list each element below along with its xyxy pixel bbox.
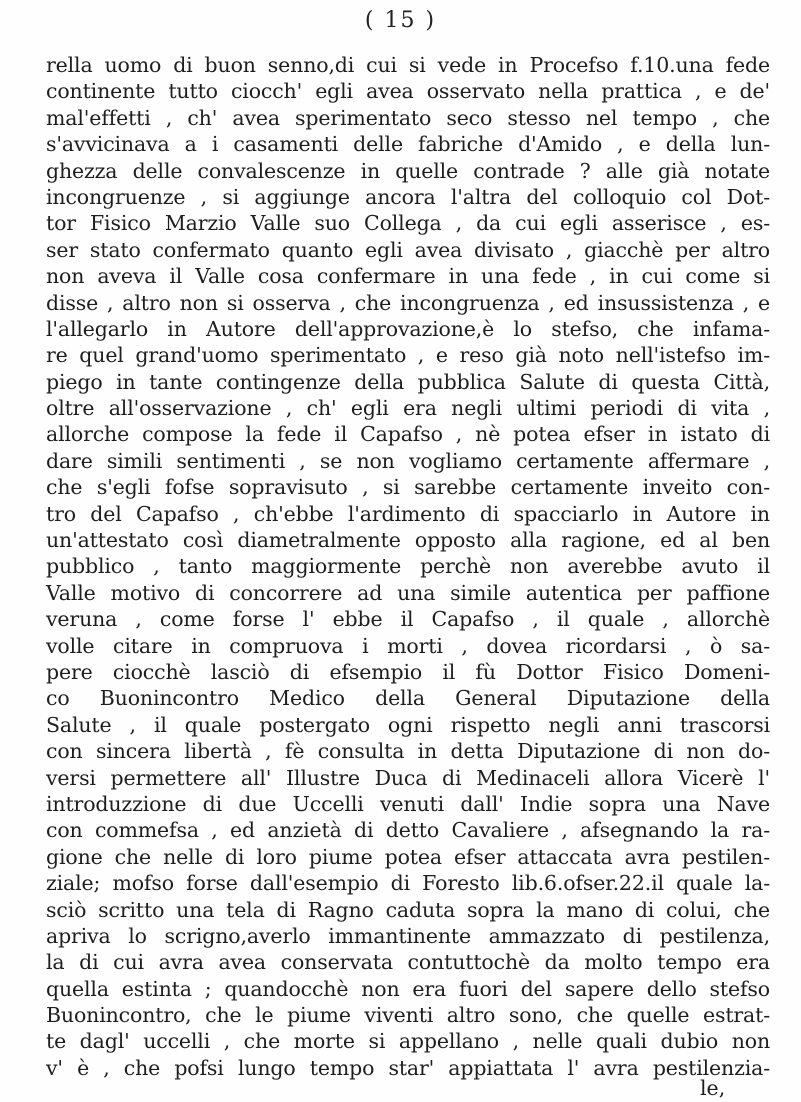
text-line: ghezza delle convalescenze in quelle contrade ? alle già notate — [46, 158, 770, 183]
text-line: Valle motivo di concorrere ad una simile autentica per paffione — [46, 580, 770, 605]
text-line: che s'egli fofse sopravisuto , si sarebbe certamente inveito con- — [46, 475, 770, 500]
text-line: introduzzione di due Uccelli venuti dall' Indie sopra una Nave — [46, 791, 770, 816]
text-line: gione che nelle di loro piume potea efser attaccata avra pestilen- — [46, 844, 770, 869]
text-line: tor Fisico Marzio Valle suo Collega , da cui egli asserisce , es- — [46, 211, 770, 236]
text-line: quella estinta ; quandocchè non era fuori del sapere dello stefso — [46, 976, 770, 1001]
text-line: dare simili sentimenti , se non vogliamo certamente affermare , — [46, 448, 770, 473]
text-line: sciò scritto una tela di Ragno caduta sopra la mano di colui, che — [46, 897, 770, 922]
text-line: re quel grand'uomo sperimentato , e reso già noto nell'istefso im- — [46, 343, 770, 368]
text-line: un'attestato così diametralmente opposto alla ragione, ed al ben — [46, 528, 770, 553]
text-line: con sincera libertà , fè consulta in detta Diputazione di non do- — [46, 739, 770, 764]
text-line: ziale; mofso forse dall'esempio di Foresto lib.6.ofser.22.il quale la- — [46, 871, 770, 896]
text-line: mal'effetti , ch' avea sperimentato seco stesso nel tempo , che — [46, 105, 770, 130]
text-line: pubblico , tanto maggiormente perchè non averebbe avuto il — [46, 554, 770, 579]
catchword: le, — [700, 1076, 726, 1100]
text-line: l'allegarlo in Autore dell'approvazione,è lo stefso, che infama- — [46, 316, 770, 341]
text-line: pere ciocchè lasciò di efsempio il fù Dottor Fisico Domeni- — [46, 659, 770, 684]
text-line: s'avvicinava a i casamenti delle fabriche d'Amido , e della lun- — [46, 132, 770, 157]
text-line: con commefsa , ed anzietà di detto Cavaliere , afsegnando la ra- — [46, 818, 770, 843]
text-line: tro del Capafso , ch'ebbe l'ardimento di spacciarlo in Autore in — [46, 501, 770, 526]
text-line: non aveva il Valle cosa confermare in una fede , in cui come si — [46, 264, 770, 289]
text-line: te dagl' uccelli , che morte si appellano , nelle quali dubio non — [46, 1029, 770, 1054]
text-line: continente tutto ciocch' egli avea osservato nella prattica , e de' — [46, 79, 770, 104]
text-line: oltre all'osservazione , ch' egli era negli ultimi periodi di vita , — [46, 396, 770, 421]
text-line: rella uomo di buon senno,di cui si vede in Procefso f.10.una fede — [46, 53, 770, 77]
text-line: allorche compose la fede il Capafso , nè potea efser in istato di — [46, 422, 770, 447]
page-number: ( 15 ) — [364, 8, 437, 33]
text-line: la di cui avra avea conservata contuttochè da molto tempo era — [46, 950, 770, 975]
text-line: v' è , che pofsi lungo tempo star' appiattata l' avra pestilenzia- — [46, 1055, 770, 1080]
text-line: incongruenze , si aggiunge ancora l'altra del colloquio col Dot- — [46, 184, 770, 209]
text-line: co Buonincontro Medico della General Diputazione della — [46, 686, 770, 711]
text-line: disse , altro non si osserva , che incongruenza , ed insussistenza , e — [46, 290, 770, 315]
text-line: volle citare in compruova i morti , dovea ricordarsi , ò sa- — [46, 633, 770, 658]
body-text — [46, 52, 770, 1081]
text-line: Buonincontro, che le piume viventi altro sono, che quelle estrat- — [46, 1003, 770, 1028]
text-line: ser stato confermato quanto egli avea divisato , giacchè per altro — [46, 237, 770, 262]
text-line: Salute , il quale postergato ogni rispetto negli anni trascorsi — [46, 712, 770, 737]
text-line: veruna , come forse l' ebbe il Capafso , il quale , allorchè — [46, 607, 770, 632]
text-line: apriva lo scrigno,averlo immantinente ammazzato di pestilenza, — [46, 923, 770, 948]
text-line: piego in tante contingenze della pubblica Salute di questa Città, — [46, 369, 770, 394]
text-line: versi permettere all' Illustre Duca di Medinaceli allora Vicerè l' — [46, 765, 770, 790]
